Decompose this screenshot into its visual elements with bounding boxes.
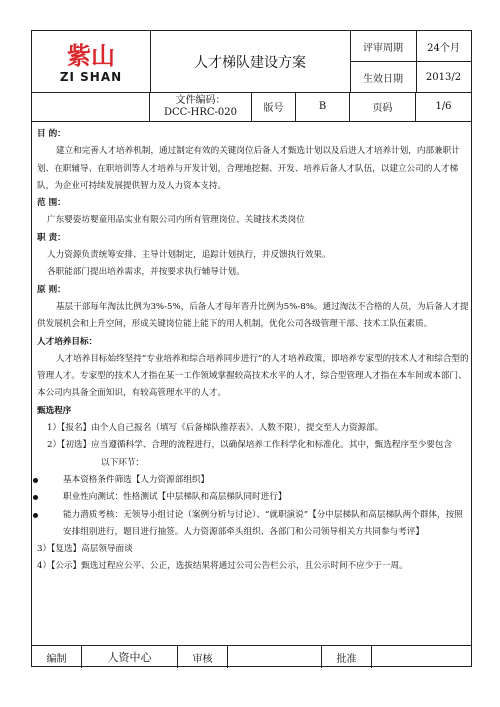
document-title: 人才梯队建设方案 <box>150 31 351 92</box>
selection-step: 4）【公示】甄选过程应公平、公正，选拔结果将通过公司公告栏公示，且公示时间不应少于一周。 <box>37 561 408 572</box>
effective-date-value: 2013/2 <box>425 71 462 83</box>
company-logo <box>32 31 151 92</box>
selection-title: 甄选程序 <box>37 405 72 416</box>
purpose-title: 目 的： <box>37 129 66 139</box>
effective-date-row <box>350 62 471 92</box>
list-item <box>37 489 469 506</box>
page-label: 页码 <box>350 92 416 121</box>
compile-label: 编制 <box>32 646 82 668</box>
logo-mark-icon <box>54 39 128 69</box>
doc-code-value: DCC-HRC-020 <box>163 106 238 118</box>
version-label: 版号 <box>252 92 296 121</box>
review-cycle-row <box>350 31 471 62</box>
review-value <box>228 646 322 668</box>
duty-item: 各职能部门提出培养需求，并按要求执行辅导计划。 <box>47 267 245 278</box>
document-page <box>31 30 472 667</box>
approval-footer <box>32 645 471 668</box>
compile-value: 人资中心 <box>82 646 178 668</box>
principle-title: 原 则： <box>37 284 66 295</box>
doc-code-label: 文件编码： <box>175 94 226 106</box>
duty-item: 人力资源负责统筹安排、主导计划制定，追踪计划执行，并反馈执行效果。 <box>47 250 331 261</box>
scope-title: 范 围： <box>37 198 66 209</box>
logo-chinese: 紫山 <box>67 41 115 69</box>
approve-value <box>372 646 471 668</box>
review-cycle-value: 24个月 <box>427 42 460 54</box>
bullet-text: 能力潜质考核：无领导小组讨论（案例分析与讨论）、“就职演说”【分中层梯队和高层梯队两个群体，按照安排组别进行，题目进行抽签。人力资源部牵头组织、各部门和公司领导相关方共同参与考评】 <box>63 509 463 537</box>
document-body <box>37 126 469 576</box>
goal-text: 人才培养目标始终坚持“专业培养和综合培养同步进行”的人才培养政策，即培养专家型的技术人才和综合型的管理人才。专家型的技术人才指在某一工作领域掌握较高技术水平的人才，综合型管理人才指在本车间或本部门、本公司内具备全面知识，有较高管理水平的人才。 <box>37 353 469 399</box>
duty-title: 职 责： <box>37 232 66 243</box>
logo-text: ZI SHAN <box>59 70 123 84</box>
list-item <box>37 472 469 489</box>
selection-step-continued: 以下环节： <box>101 457 144 468</box>
review-cycle-label: 评审周期 <box>350 31 417 61</box>
selection-step: 1）【报名】由个人自己报名（填写《后备梯队推荐表》、人数不限），提交至人力资源部。 <box>47 423 384 434</box>
selection-step: 3）【复选】高层领导面谈 <box>37 544 133 555</box>
scope-text: 广东婴姿坊婴童用品实业有限公司内所有管理岗位、关键技术类岗位 <box>47 215 305 226</box>
principle-text: 基层干部每年淘汰比例为3%-5%，后备人才每年晋升比例为5%-8%。通过淘汰不合格的人员，为后备人才提供发展机会和上升空间，形成关键岗位能上能下的用人机制，优化公司各级管理干部、技术工队伍素质。 <box>37 301 469 330</box>
review-label: 审核 <box>178 646 228 668</box>
effective-date-label: 生效日期 <box>350 62 417 92</box>
bullet-icon <box>33 478 38 483</box>
blank-cell <box>32 92 150 121</box>
goal-title: 人才培养目标： <box>37 336 98 347</box>
bullet-icon <box>33 495 38 500</box>
page-value: 1/6 <box>435 101 452 112</box>
purpose-text: 建立和完善人才培养机制，通过制定有效的关键岗位后备人才甄选计划以及后进人才培养计划，内部兼职计划、在职辅导、在职培训等人才培养与开发计划，合理地挖掘、开发、培养后备人才队伍，以建立公司的人才梯队，为企业可持续发展提供智力及人力资本支持。 <box>37 146 460 191</box>
document-header <box>32 31 471 93</box>
version-value: B <box>296 92 350 121</box>
bullet-text: 职业性向测试：性格测试【中层梯队和高层梯队同时进行】 <box>63 492 287 503</box>
list-item <box>37 507 469 542</box>
document-info-row <box>32 92 471 122</box>
bullet-text: 基本资格条件筛选【人力资源部组织】 <box>63 474 210 485</box>
approve-label: 批准 <box>322 646 372 668</box>
bullet-icon <box>33 513 38 518</box>
selection-step: 2）【初选】应当遵循科学、合理的流程进行，以确保培养工作科学化和标准化。其中，甄选程序至少要包含 <box>47 440 453 451</box>
doc-code-cell <box>150 92 252 121</box>
